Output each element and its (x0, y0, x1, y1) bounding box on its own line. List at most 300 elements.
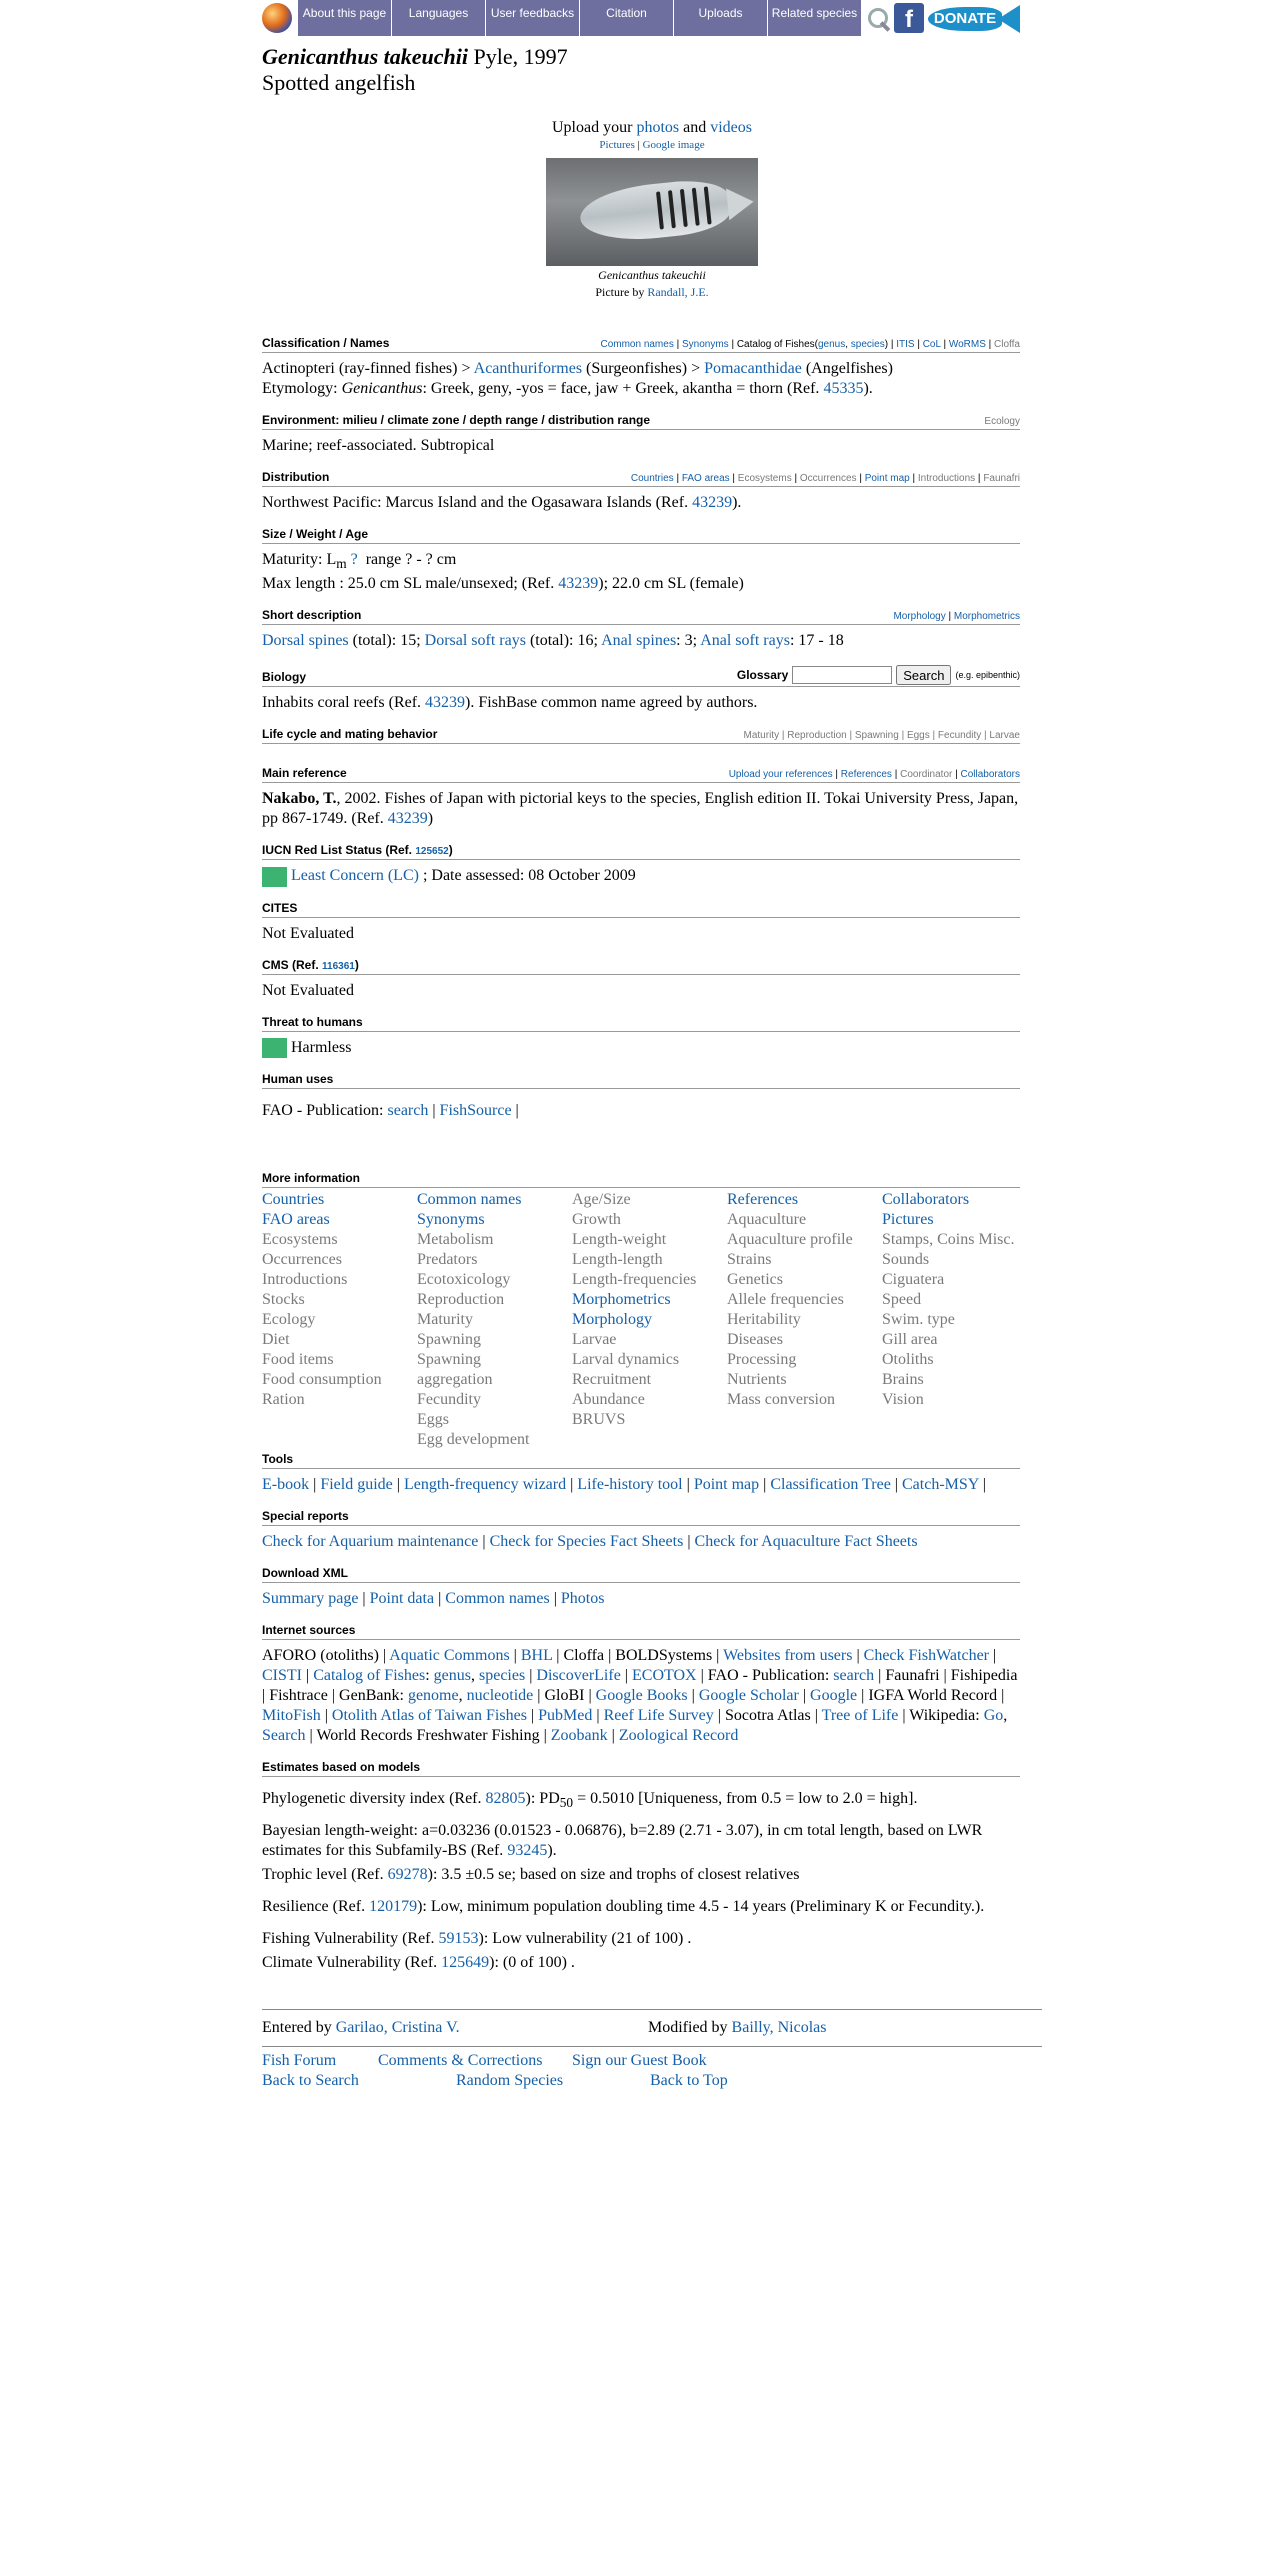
internet-source-link[interactable]: ECOTOX (632, 1666, 697, 1684)
comments-corrections-link[interactable]: Comments & Corrections (378, 2052, 543, 2070)
xml-links: Summary page | Point data | Common names | Photos (262, 1589, 605, 1607)
more-info-column (882, 1190, 1037, 1450)
occurrences-link[interactable]: Occurrences (799, 473, 857, 484)
family-link[interactable]: Pomacanthidae (704, 360, 802, 377)
more-info-column (417, 1190, 572, 1450)
section-title: Tools (262, 1451, 294, 1466)
section-title: Life cycle and mating behavior (262, 727, 438, 742)
modified-by-link[interactable]: Bailly, Nicolas (731, 2019, 827, 2037)
internet-source-link[interactable]: PubMed (538, 1706, 593, 1724)
ref-link[interactable]: 45335 (823, 380, 864, 397)
upload-references-link[interactable]: Upload your references (728, 769, 833, 781)
glossary-input[interactable] (792, 666, 892, 684)
internet-source-link[interactable]: Reef Life Survey (603, 1706, 714, 1724)
more-info-item[interactable]: Food items (262, 1350, 334, 1368)
distribution-end: ). (732, 494, 742, 511)
donate-label[interactable]: DONATE (928, 7, 1002, 31)
internet-source-text: , (458, 1686, 467, 1704)
common-name: Spotted angelfish (262, 70, 416, 95)
internet-source-text: , (470, 1666, 479, 1684)
troph-value: ): 3.5 ±0.5 se; based on size and trophs of closest relatives (427, 1866, 800, 1884)
section-title: Threat to humans (262, 1014, 363, 1029)
internet-source-link[interactable]: Zoobank (550, 1726, 608, 1744)
fishsource-link[interactable]: FishSource (439, 1101, 512, 1119)
internet-source-text: | (607, 1726, 619, 1744)
more-info-item[interactable]: Fecundity (417, 1390, 481, 1408)
internet-source-text: | Wikipedia: (898, 1706, 984, 1724)
more-info-item[interactable]: Brains (882, 1370, 924, 1388)
more-info-column (262, 1190, 417, 1450)
more-info-item[interactable]: Egg development (417, 1430, 530, 1448)
internet-sources-links (262, 1646, 1020, 1746)
more-info-item[interactable]: Age/Size (572, 1190, 631, 1208)
glossary-search-button[interactable]: Search (896, 665, 951, 685)
point-map-link[interactable]: Point map (693, 1475, 760, 1493)
photographer-link[interactable]: Randall, J.E. (647, 285, 709, 299)
more-info-item[interactable]: Metabolism (417, 1230, 494, 1248)
size-section (262, 527, 1042, 594)
internet-source-text: : (425, 1666, 434, 1684)
internet-source-text: | Faunafri | Fishipedia | Fishtrace | GenBank: (262, 1666, 1018, 1704)
classification-content (262, 359, 1020, 399)
more-info-item[interactable]: Stamps, Coins Misc. (882, 1230, 1015, 1248)
section-title: Estimates based on models (262, 1759, 421, 1774)
more-info-item[interactable]: Aquaculture profile (727, 1230, 853, 1248)
life-history-tool-link[interactable]: Life-history tool (577, 1475, 683, 1493)
more-info-item[interactable]: Larval dynamics (572, 1350, 680, 1368)
ref-link[interactable]: 43239 (558, 575, 599, 593)
more-info-item[interactable]: Pictures (882, 1210, 934, 1228)
morphometrics-link[interactable]: Morphometrics (953, 611, 1020, 623)
internet-source-link[interactable]: Websites from users (723, 1646, 853, 1664)
phylo-sub: 50 (559, 1795, 574, 1811)
bayes-text: Bayesian length-weight: a=0.03236 (0.01523 - 0.06876), b=2.89 (2.71 - 3.07), in cm total length, based on LWR estimates for this Subfamily-BS (Ref. (262, 1822, 983, 1860)
more-info-item[interactable]: Stocks (262, 1290, 305, 1308)
section-title: Classification / Names (262, 336, 390, 350)
col-link[interactable]: CoL (922, 339, 941, 350)
catalog-close: ) (884, 339, 889, 350)
clim-vuln-value: ): (0 of 100) . (489, 1954, 575, 1972)
internet-source-text: | (798, 1686, 811, 1704)
internet-source-link[interactable]: Search (262, 1726, 306, 1744)
tab-about[interactable]: About this page (298, 0, 392, 36)
more-info-item[interactable]: Aquaculture (727, 1210, 807, 1228)
point-data-link[interactable]: Point data (369, 1589, 435, 1607)
spawning-link[interactable]: Spawning (854, 730, 899, 742)
more-info-item[interactable]: BRUVS (572, 1410, 626, 1428)
cms-text: Not Evaluated (262, 981, 354, 999)
distribution-links: Countries | FAO areas | Ecosystems | Occurrences | Point map | Introductions | Faunafri (630, 473, 1020, 484)
more-info-item[interactable]: Morphology (572, 1310, 652, 1328)
more-info-item[interactable]: Abundance (572, 1390, 645, 1408)
environment-text: Marine; reef-associated. Subtropical (262, 437, 495, 454)
more-info-item[interactable]: Mass conversion (727, 1390, 835, 1408)
short-description-section: Short description Morphology | Morphometrics Dorsal spines (total): 15; Dorsal soft rays (total): 16; Anal spines: 3; Anal soft rays: 17 - 18 (262, 608, 1020, 650)
internet-source-link[interactable]: MitoFish (262, 1706, 321, 1724)
internet-source-link[interactable]: search (833, 1666, 875, 1684)
tab-citation[interactable]: Citation (580, 0, 674, 36)
biology-text (262, 693, 1020, 713)
internet-source-text: AFORO (otoliths) (262, 1646, 379, 1664)
more-info-item[interactable]: Ration (262, 1390, 305, 1408)
xml-common-names-link[interactable]: Common names (445, 1589, 550, 1607)
ecosystems-link[interactable]: Ecosystems (737, 473, 792, 484)
resil-label: Resilience (Ref. (262, 1898, 366, 1916)
more-info-item[interactable]: Maturity (417, 1310, 473, 1328)
anal-soft-rays-link[interactable]: Anal soft rays (700, 632, 790, 650)
eggs-link[interactable]: Eggs (906, 730, 930, 742)
more-info-grid (262, 1190, 1042, 1450)
more-info-item[interactable]: Sounds (882, 1250, 930, 1268)
more-info-item[interactable]: aggregation (417, 1370, 493, 1388)
internet-source-link[interactable]: Tree of Life (821, 1706, 899, 1724)
countries-link[interactable]: Countries (630, 473, 674, 484)
internet-source-link[interactable]: genome (407, 1686, 459, 1704)
more-info-item[interactable]: Vision (882, 1390, 924, 1408)
more-info-item[interactable]: Spawning (417, 1350, 481, 1368)
maturity-link[interactable]: ? (350, 551, 358, 568)
biology-section (262, 665, 1042, 713)
larvae-link[interactable]: Larvae (989, 730, 1020, 742)
catalog-label: Catalog of Fishes( (736, 339, 818, 350)
internet-source-link[interactable]: DiscoverLife (536, 1666, 621, 1684)
more-info-item[interactable]: Ecotoxicology (417, 1270, 511, 1288)
section-title: IUCN Red List Status (Ref. (262, 843, 413, 858)
internet-source-link[interactable]: genus (433, 1666, 471, 1684)
dorsal-soft-value: (total): 16; (529, 632, 598, 650)
more-info-item[interactable]: Nutrients (727, 1370, 787, 1388)
upload-prefix: Upload your (552, 119, 633, 136)
anal-soft-value: : 17 - 18 (789, 632, 844, 650)
facebook-icon[interactable]: f (894, 3, 924, 33)
download-xml-section (262, 1566, 1042, 1609)
upload-and: and (683, 119, 707, 136)
more-info-item[interactable]: Diseases (727, 1330, 783, 1348)
etymology-genus: Genicanthus (341, 380, 423, 397)
internet-source-link[interactable]: Aquatic Commons (389, 1646, 510, 1664)
tools-links: E-book | Field guide | Length-frequency wizard | Life-history tool | Point map | Classification Tree | Catch-MSY | (262, 1475, 986, 1493)
internet-source-link[interactable]: Go (983, 1706, 1004, 1724)
ref-link[interactable]: 43239 (692, 494, 733, 511)
fao-publication-label: FAO - Publication: (262, 1101, 384, 1119)
main-reference-text (262, 789, 1020, 829)
distribution-section (262, 470, 1042, 513)
more-info-item[interactable]: Reproduction (417, 1290, 505, 1308)
internet-source-link[interactable]: Google Scholar (698, 1686, 799, 1704)
back-to-top-link[interactable]: Back to Top (650, 2072, 728, 2090)
class-text: Actinopteri (ray-finned fishes) > (262, 360, 471, 377)
more-info-item[interactable]: Ciguatera (882, 1270, 945, 1288)
dorsal-soft-rays-link[interactable]: Dorsal soft rays (424, 632, 526, 650)
more-info-item[interactable]: Length-length (572, 1250, 663, 1268)
bayes-end: ). (547, 1842, 557, 1860)
fish-forum-link[interactable]: Fish Forum (262, 2052, 337, 2070)
ref-link[interactable]: 93245 (507, 1842, 548, 1860)
order-link[interactable]: Acanthuriformes (473, 360, 583, 377)
field-guide-link[interactable]: Field guide (320, 1475, 393, 1493)
more-info-item[interactable]: Speed (882, 1290, 922, 1308)
more-info-item[interactable]: Introductions (262, 1270, 348, 1288)
internet-source-text: | (526, 1706, 539, 1724)
internet-source-text: | GloBI | (533, 1686, 596, 1704)
more-info-item[interactable]: Synonyms (417, 1210, 485, 1228)
threat-text (262, 1038, 1020, 1058)
family-text: (Angelfishes) (805, 360, 893, 377)
short-description-text (262, 631, 1020, 651)
anal-spines-link[interactable]: Anal spines (601, 632, 677, 650)
ref-link[interactable]: 69278 (387, 1866, 428, 1884)
maturity-sub: m (336, 556, 347, 572)
internet-source-link[interactable]: Zoological Record (618, 1726, 739, 1744)
ref-link[interactable]: 82805 (485, 1789, 526, 1807)
ref-link[interactable]: 43239 (425, 694, 466, 712)
ref-link[interactable]: 125649 (441, 1954, 490, 1972)
synonyms-link[interactable]: Synonyms (681, 339, 729, 350)
more-info-item[interactable]: Ecology (262, 1310, 316, 1328)
photo-credit-prefix: Picture by (595, 285, 645, 299)
cms-section (262, 958, 1042, 1001)
internet-source-link[interactable]: Google (810, 1686, 858, 1704)
more-info-item[interactable]: Occurrences (262, 1250, 342, 1268)
more-info-item[interactable]: Heritability (727, 1310, 801, 1328)
more-info-item[interactable]: Collaborators (882, 1190, 970, 1208)
status-badge (262, 867, 287, 887)
internet-source-text: | (525, 1666, 537, 1684)
fao-areas-link[interactable]: FAO areas (681, 473, 730, 484)
phylo-value: = 0.5010 [Uniqueness, from 0.5 = low to 2.0 = high]. (577, 1789, 918, 1807)
internet-source-text: | (509, 1646, 521, 1664)
max-length-text: Max length : 25.0 cm SL male/unsexed; (Ref. (262, 575, 555, 593)
point-map-link[interactable]: Point map (864, 473, 910, 484)
internet-source-text: | IGFA World Record | (857, 1686, 1005, 1704)
more-info-item[interactable]: Otoliths (882, 1350, 934, 1368)
more-info-item[interactable]: Predators (417, 1250, 478, 1268)
ref-link[interactable]: 125652 (415, 846, 449, 858)
internet-source-link[interactable]: Catalog of Fishes (313, 1666, 426, 1684)
resil-value: ): Low, minimum population doubling time 4.5 - 14 years (Preliminary K or Fecundity.). (417, 1898, 985, 1916)
threat-section (262, 1015, 1042, 1058)
maturity-link[interactable]: Maturity (743, 730, 780, 742)
entered-by-link[interactable]: Garilao, Cristina V. (335, 2019, 460, 2037)
internet-source-text: | (302, 1666, 314, 1684)
dorsal-spines-value: (total): 15; (352, 632, 421, 650)
size-content (262, 550, 1020, 594)
internet-source-link[interactable]: species (478, 1666, 526, 1684)
iucn-status-link[interactable]: Least Concern (LC) (291, 867, 419, 885)
google-image-link[interactable]: Google image (642, 139, 705, 151)
more-info-item[interactable]: Eggs (417, 1410, 449, 1428)
main-reference-section: Main reference Upload your references | References | Coordinator | Collaborators Nakabo, T., 2002. Fishes of Japan with pictorial keys to the species, English edition II. Tokai University Press, Japan, pp 867-1749. (Ref. 43239) (262, 766, 1020, 828)
section-title: Size / Weight / Age (262, 527, 369, 541)
trophic-level (262, 1865, 1020, 1885)
ref-link[interactable]: 43239 (387, 810, 428, 828)
internet-source-link[interactable]: nucleotide (466, 1686, 534, 1704)
itis-link[interactable]: ITIS (896, 339, 915, 350)
common-names-link[interactable]: Common names (600, 339, 674, 350)
ref-link[interactable]: 120179 (369, 1898, 418, 1916)
picture-sources: Pictures | Google image (599, 139, 705, 151)
climate-vulnerability (262, 1953, 1020, 1973)
section-title: Distribution (262, 470, 330, 484)
section-title: More information (262, 1170, 360, 1185)
more-info-item[interactable]: Length-weight (572, 1230, 667, 1248)
tab-languages[interactable]: Languages (392, 0, 486, 36)
iucn-date: ; Date assessed: 08 October 2009 (422, 867, 636, 885)
more-info-item[interactable]: Allele frequencies (727, 1290, 844, 1308)
cites-section (262, 901, 1042, 944)
internet-source-text: | World Records Freshwater Fishing | (305, 1726, 551, 1744)
internet-source-link[interactable]: Check FishWatcher (863, 1646, 989, 1664)
tab-user-feedbacks[interactable]: User feedbacks (486, 0, 580, 36)
internet-source-link[interactable]: Otolith Atlas of Taiwan Fishes (331, 1706, 527, 1724)
ebook-link[interactable]: E-book (262, 1475, 310, 1493)
cites-text: Not Evaluated (262, 924, 354, 942)
internet-source-link[interactable]: BHL (520, 1646, 553, 1664)
videos-link[interactable]: videos (710, 119, 752, 136)
aquaculture-fact-sheets-link[interactable]: Check for Aquaculture Fact Sheets (694, 1532, 918, 1550)
entered-label: Entered by (262, 2019, 332, 2037)
more-info-item[interactable]: Ecosystems (262, 1230, 338, 1248)
page-title (262, 44, 1042, 70)
glossary-search (737, 665, 1020, 685)
more-info-column (727, 1190, 882, 1450)
section-title: CMS (Ref. (262, 957, 319, 972)
upload-line (262, 118, 1042, 138)
fao-search-link[interactable]: search (387, 1101, 429, 1119)
guest-book-link[interactable]: Sign our Guest Book (572, 2052, 707, 2070)
internet-source-text: , (1003, 1706, 1008, 1724)
modified-label: Modified by (648, 2019, 728, 2037)
distribution-text (262, 493, 1020, 513)
worms-link[interactable]: WoRMS (948, 339, 986, 350)
more-info-item[interactable]: Genetics (727, 1270, 783, 1288)
environment-section (262, 413, 1042, 456)
cms-title-end: ) (354, 957, 359, 972)
collaborators-link[interactable]: Collaborators (960, 769, 1020, 781)
coordinator-link[interactable]: Coordinator (900, 769, 953, 781)
donate-icon[interactable] (928, 3, 1020, 33)
more-info-item[interactable]: Common names (417, 1190, 522, 1208)
aquarium-maintenance-link[interactable]: Check for Aquarium maintenance (262, 1532, 479, 1550)
threat-value: Harmless (291, 1038, 352, 1056)
more-info-item[interactable]: Gill area (882, 1330, 938, 1348)
catch-msy-link[interactable]: Catch-MSY (902, 1475, 979, 1493)
species-link[interactable]: species (850, 339, 885, 350)
internet-source-text: | (620, 1666, 632, 1684)
more-info-item[interactable]: Diet (262, 1330, 290, 1348)
bayesian-length-weight (262, 1821, 1020, 1861)
more-info-item[interactable]: Countries (262, 1190, 325, 1208)
fishbase-logo-icon[interactable] (262, 0, 298, 36)
back-to-search-link[interactable]: Back to Search (262, 2072, 359, 2090)
section-title: Human uses (262, 1071, 334, 1086)
internet-source-text: | (852, 1646, 864, 1664)
more-info-item[interactable]: Food consumption (262, 1370, 382, 1388)
fish-vuln-label: Fishing Vulnerability (Ref. (262, 1930, 435, 1948)
morphology-link[interactable]: Morphology (893, 611, 946, 623)
ref-link[interactable]: 59153 (438, 1930, 479, 1948)
cloffa-link[interactable]: Cloffa (994, 339, 1020, 350)
entered-modified (262, 2009, 1042, 2038)
photo-caption (262, 268, 1042, 283)
iucn-section (262, 843, 1042, 886)
tab-uploads[interactable]: Uploads (674, 0, 768, 36)
ref-link[interactable]: 116361 (322, 960, 355, 972)
section-title: Short description (262, 608, 362, 623)
pictures-link[interactable]: Pictures (599, 139, 635, 151)
more-info-item[interactable]: Swim. type (882, 1310, 955, 1328)
more-info-item[interactable]: Recruitment (572, 1370, 652, 1388)
more-info-item[interactable]: Morphometrics (572, 1290, 671, 1308)
fish-vuln-value: ): Low vulnerability (21 of 100) . (478, 1930, 692, 1948)
internet-source-text: | (378, 1646, 390, 1664)
classification-links: Common names | Synonyms | Catalog of Fishes(genus, species) | ITIS | CoL | WoRMS | Cloffa (600, 339, 1020, 350)
life-cycle-section: Life cycle and mating behavior Maturity | Reproduction | Spawning | Eggs | Fecundity | Larvae (262, 727, 1042, 744)
faunafri-link[interactable]: Faunafri (983, 473, 1020, 484)
maturity-label: Maturity: L (262, 551, 337, 568)
max-length-female: ); 22.0 cm SL (female) (598, 575, 744, 593)
introductions-link[interactable]: Introductions (917, 473, 976, 484)
more-info-item[interactable]: Length-frequencies (572, 1270, 697, 1288)
more-info-item[interactable]: FAO areas (262, 1210, 330, 1228)
photos-link[interactable]: photos (636, 119, 680, 136)
more-info-item[interactable]: Strains (727, 1250, 772, 1268)
species-photo[interactable] (546, 158, 758, 266)
etymology-end: ). (863, 380, 873, 397)
resilience (262, 1897, 1020, 1917)
section-title: Environment: milieu / climate zone / depth range / distribution range (262, 413, 651, 427)
length-frequency-wizard-link[interactable]: Length-frequency wizard (403, 1475, 567, 1493)
random-species-link[interactable]: Random Species (456, 2072, 564, 2090)
distribution-body: Northwest Pacific: Marcus Island and the Ogasawara Islands (Ref. (262, 494, 689, 511)
estimates-section (262, 1760, 1042, 1973)
section-title: Internet sources (262, 1622, 356, 1637)
references-link[interactable]: References (840, 769, 892, 781)
xml-photos-link[interactable]: Photos (560, 1589, 605, 1607)
maturity-range: range ? - ? cm (365, 551, 457, 568)
dorsal-spines-link[interactable]: Dorsal spines (262, 632, 349, 650)
tab-related-species[interactable]: Related species (768, 0, 862, 36)
more-info-item[interactable]: Larvae (572, 1330, 617, 1348)
summary-page-link[interactable]: Summary page (262, 1589, 359, 1607)
photo-credit (262, 285, 1042, 300)
glossary-label: Glossary (736, 668, 789, 683)
classification-tree-link[interactable]: Classification Tree (770, 1475, 891, 1493)
more-info-item[interactable]: Processing (727, 1350, 797, 1368)
internet-source-text: | (989, 1646, 997, 1664)
species-fact-sheets-link[interactable]: Check for Species Fact Sheets (489, 1532, 684, 1550)
footer-links (262, 2046, 1042, 2091)
special-reports-links: Check for Aquarium maintenance | Check for Species Fact Sheets | Check for Aquaculture Fact Sheets (262, 1532, 918, 1550)
reference-body: , 2002. Fishes of Japan with pictorial keys to the species, English edition II. Tokai University Press, Japan, pp 867-1749. (Ref. (262, 790, 1019, 828)
tools-section (262, 1452, 1042, 1495)
internet-source-text: | Socotra Atlas | (713, 1706, 822, 1724)
clim-vuln-label: Climate Vulnerability (Ref. (262, 1954, 438, 1972)
search-icon[interactable] (866, 6, 890, 30)
more-info-column (572, 1190, 727, 1450)
etymology-text: : Greek, geny, -yos = face, jaw + Greek, akantha = thorn (Ref. (422, 380, 820, 397)
more-info-item[interactable]: References (727, 1190, 799, 1208)
anal-spines-value: : 3; (676, 632, 698, 650)
ecology-link[interactable]: Ecology (984, 416, 1020, 427)
reproduction-link[interactable]: Reproduction (787, 730, 847, 742)
genus-link[interactable]: genus (817, 339, 846, 350)
fecundity-link[interactable]: Fecundity (937, 730, 982, 742)
internet-source-link[interactable]: Google Books (595, 1686, 688, 1704)
more-info-item[interactable]: Growth (572, 1210, 621, 1228)
more-info-item[interactable]: Spawning (417, 1330, 481, 1348)
internet-source-link[interactable]: CISTI (262, 1666, 302, 1684)
